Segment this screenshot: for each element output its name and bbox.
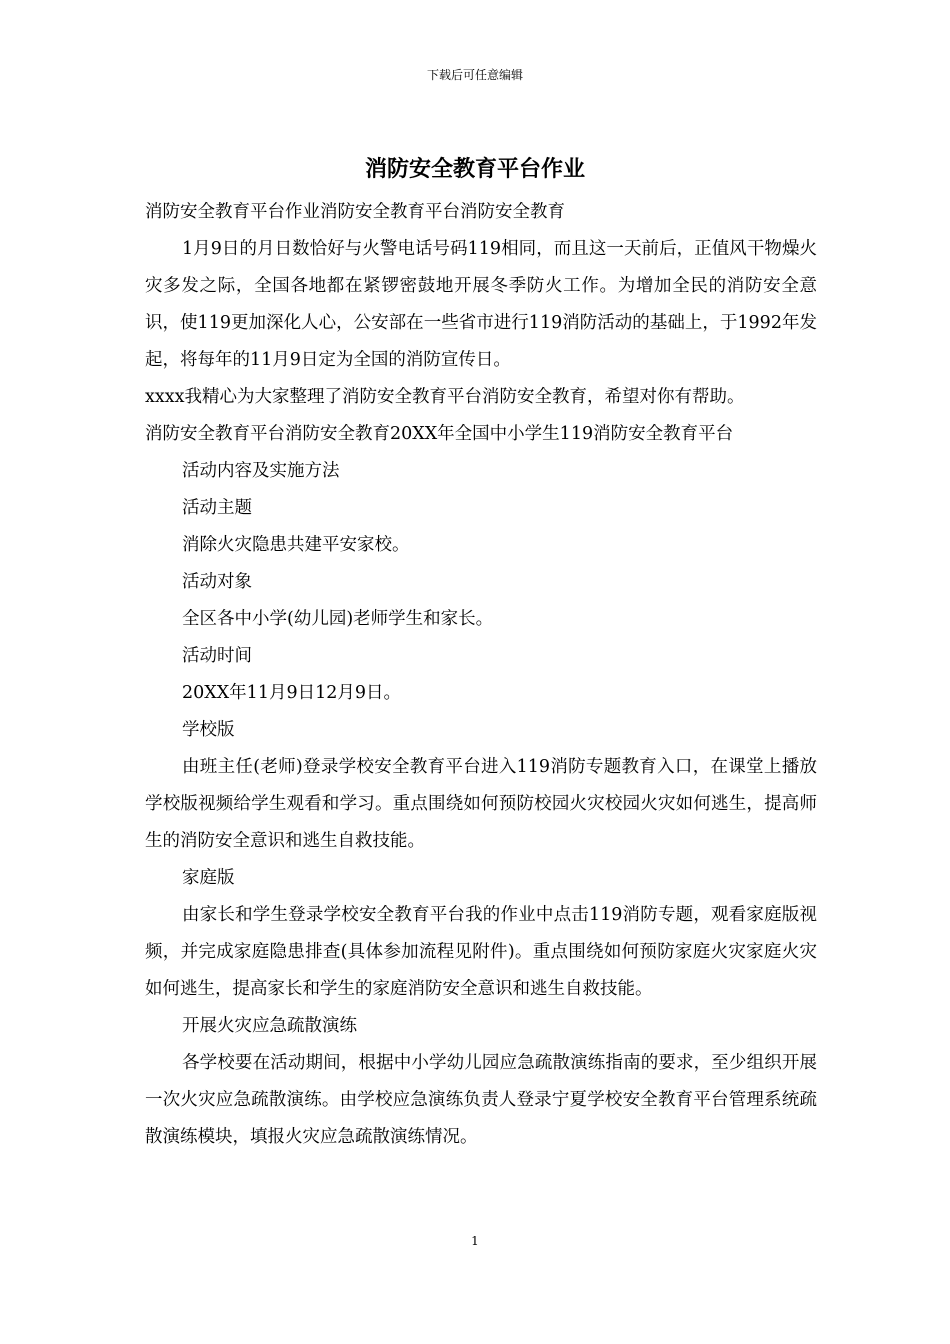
header-note: 下载后可任意编辑 xyxy=(426,68,523,82)
heading-activity-time: 活动时间 xyxy=(182,646,252,666)
paragraph-target: 全区各中小学(幼儿园)老师学生和家长。 xyxy=(182,609,494,629)
heading-evacuation-drill: 开展火灾应急疏散演练 xyxy=(182,1016,357,1036)
paragraph-platform-line: 消防安全教育平台消防安全教育20XX年全国中小学生119消防安全教育平台 xyxy=(145,424,734,444)
paragraph-theme: 消除火灾隐患共建平安家校。 xyxy=(182,535,410,555)
document-body xyxy=(145,194,817,1156)
heading-family-version: 家庭版 xyxy=(182,868,235,888)
document-title: 消防安全教育平台作业 xyxy=(364,156,585,182)
paragraph-school-version: 由班主任(老师)登录学校安全教育平台进入119消防专题教育入口，在课堂上播放学校版视频给学生观看和学习。重点围绕如何预防校园火灾校园火灾如何逃生，提高师生的消防安全意识和逃生自救技能。 xyxy=(145,757,817,851)
paragraph-time: 20XX年11月9日12月9日。 xyxy=(182,683,401,703)
paragraph-intro: 1月9日的月日数恰好与火警电话号码119相同，而且这一天前后，正值风干物燥火灾多发之际，全国各地都在紧锣密鼓地开展冬季防火工作。为增加全民的消防安全意识，使119更加深化人心，公安部在一些省市进行119消防活动的基础上，于1992年发起，将每年的11月9日定为全国的消防宣传日。 xyxy=(145,239,817,370)
paragraph-evacuation-drill: 各学校要在活动期间，根据中小学幼儿园应急疏散演练指南的要求，至少组织开展一次火灾应急疏散演练。由学校应急演练负责人登录宁夏学校安全教育平台管理系统疏散演练模块，填报火灾应急疏散演练情况。 xyxy=(145,1053,817,1147)
paragraph-family-version: 由家长和学生登录学校安全教育平台我的作业中点击119消防专题，观看家庭版视频，并完成家庭隐患排查(具体参加流程见附件)。重点围绕如何预防家庭火灾家庭火灾如何逃生，提高家长和学生的家庭消防安全意识和逃生自救技能。 xyxy=(145,905,817,999)
heading-school-version: 学校版 xyxy=(182,720,235,740)
heading-activity-target: 活动对象 xyxy=(182,572,252,592)
heading-activity-theme: 活动主题 xyxy=(182,498,252,518)
page-number: 1 xyxy=(471,1234,479,1248)
paragraph-editor-note: xxxx我精心为大家整理了消防安全教育平台消防安全教育，希望对你有帮助。 xyxy=(145,387,745,407)
paragraph-subtitle: 消防安全教育平台作业消防安全教育平台消防安全教育 xyxy=(145,202,565,222)
heading-activity-content: 活动内容及实施方法 xyxy=(182,461,340,481)
